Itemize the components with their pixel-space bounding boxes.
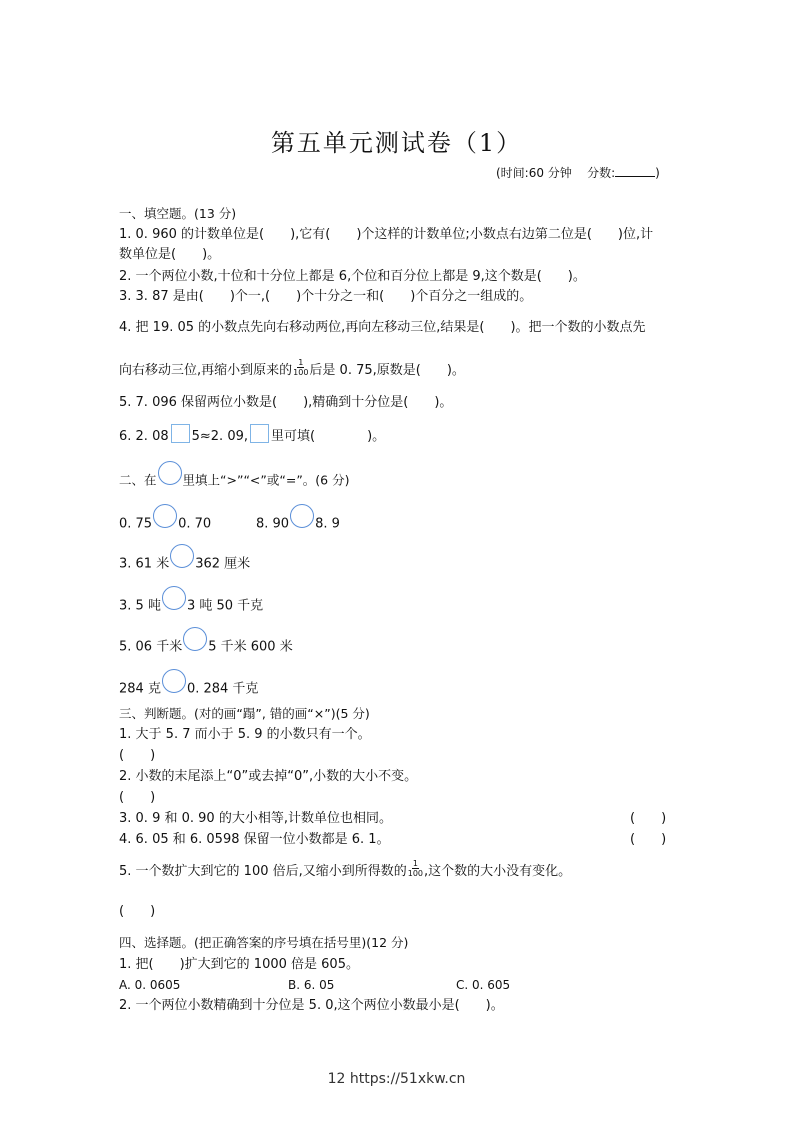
frac-den: 100 (407, 869, 424, 878)
s4-q1: 1. 把( )扩大到它的 1000 倍是 605。 (119, 957, 359, 972)
s3-q3: 3. 0. 9 和 0. 90 的大小相等,计数单位也相同。 (119, 811, 392, 826)
frac-num: 1 (298, 358, 304, 367)
s4-q1-option-a[interactable]: A. 0. 0605 (119, 978, 181, 992)
s1-q4-line1: 4. 把 19. 05 的小数点先向右移动两位,再向左移动三位,结果是( )。把一个数的小数点先 (119, 320, 646, 335)
answer-box[interactable] (171, 424, 190, 443)
s1-q2: 2. 一个两位小数,十位和十分位上都是 6,个位和百分位上都是 9,这个数是( )。 (119, 269, 586, 284)
section2-heading (119, 469, 349, 493)
s3-q2-paren[interactable]: ( ) (119, 790, 156, 805)
s1-q3: 3. 3. 87 是由( )个一,( )个十分之一和( )个百分之一组成的。 (119, 289, 533, 304)
compare-item (119, 635, 293, 659)
section3-heading: 三、判断题。(对的画“蹋”, 错的画“×”)(5 分) (119, 706, 370, 721)
answer-box[interactable] (250, 424, 269, 443)
compare-item (119, 594, 263, 618)
s3-q2: 2. 小数的末尾添上“0”或去掉“0”,小数的大小不变。 (119, 769, 418, 784)
s3-q5 (119, 859, 572, 881)
s3-q5-post: ,这个数的大小没有变化。 (424, 864, 572, 879)
compare-right: 0. 284 千克 (186, 681, 259, 697)
time-label: (时间:60 分钟 (496, 166, 572, 180)
s2-heading-pre: 二、在 (119, 472, 157, 488)
score-label: 分数: (587, 166, 616, 180)
compare-right: 8. 9 (315, 516, 340, 532)
page-title: 第五单元测试卷（1） (270, 129, 523, 157)
s1-q4-pre: 向右移动三位,再缩小到原来的 (119, 363, 293, 378)
s3-q1-paren[interactable]: ( ) (119, 748, 156, 763)
fraction-one-hundredth (408, 859, 423, 878)
compare-right: 0. 70 (178, 516, 212, 532)
circle-icon (158, 461, 182, 485)
meta-close: ) (655, 166, 660, 180)
s1-q1-line1: 1. 0. 960 的计数单位是( ),它有( )个这样的计数单位;小数点右边第二位是( )位,计 (119, 227, 654, 242)
s3-q5-pre: 5. 一个数扩大到它的 100 倍后,又缩小到所得数的 (119, 864, 407, 879)
compare-item (119, 512, 211, 536)
s1-q6 (119, 427, 385, 446)
frac-num: 1 (412, 859, 418, 868)
section4-heading: 四、选择题。(把正确答案的序号填在括号里)(12 分) (119, 935, 409, 950)
compare-circle[interactable] (162, 669, 186, 693)
compare-right: 5 千米 600 米 (208, 639, 293, 655)
exam-meta (496, 164, 660, 181)
page-footer: 12 https://51xkw.cn (327, 1071, 466, 1087)
s3-q4-paren[interactable]: ( ) (630, 832, 667, 847)
s3-q5-paren[interactable]: ( ) (119, 904, 156, 919)
s2-heading-post: 里填上“>”“<”或“=”。(6 分) (182, 472, 350, 488)
s3-q3-paren[interactable]: ( ) (630, 811, 667, 826)
compare-right: 3 吨 50 千克 (186, 598, 264, 614)
compare-right: 362 厘米 (195, 556, 251, 572)
score-blank[interactable] (615, 164, 655, 177)
s1-q5: 5. 7. 096 保留两位小数是( ),精确到十分位是( )。 (119, 395, 453, 410)
compare-item (119, 677, 258, 701)
compare-left: 8. 90 (256, 516, 290, 532)
compare-circle[interactable] (170, 544, 194, 568)
s4-q2: 2. 一个两位小数精确到十分位是 5. 0,这个两位小数最小是( )。 (119, 998, 504, 1013)
compare-item (256, 512, 340, 536)
s4-q1-option-c[interactable]: C. 0. 605 (456, 978, 511, 992)
s1-q6-a: 6. 2. 08 (119, 429, 169, 444)
compare-item (119, 552, 250, 576)
compare-circle[interactable] (183, 627, 207, 651)
frac-den: 100 (293, 368, 309, 377)
s3-q4: 4. 6. 05 和 6. 0598 保留一位小数都是 6. 1。 (119, 832, 390, 847)
compare-left: 3. 5 吨 (119, 598, 161, 614)
section1-heading: 一、填空题。(13 分) (119, 206, 237, 221)
compare-circle[interactable] (290, 504, 314, 528)
s3-q1: 1. 大于 5. 7 而小于 5. 9 的小数只有一个。 (119, 727, 371, 742)
s1-q6-b: 5≈2. 09, (191, 429, 248, 444)
fraction-one-hundredth (293, 358, 308, 377)
compare-circle[interactable] (162, 586, 186, 610)
s1-q4-line2 (119, 358, 465, 380)
compare-left: 0. 75 (119, 516, 153, 532)
s1-q4-post: 后是 0. 75,原数是( )。 (309, 363, 465, 378)
compare-left: 284 克 (119, 681, 161, 697)
compare-left: 3. 61 米 (119, 556, 170, 572)
compare-circle[interactable] (153, 504, 177, 528)
s1-q1-line2: 数单位是( )。 (119, 247, 221, 262)
s4-q1-option-b[interactable]: B. 6. 05 (288, 978, 335, 992)
compare-left: 5. 06 千米 (119, 639, 183, 655)
s1-q6-c: 里可填( )。 (271, 429, 386, 444)
